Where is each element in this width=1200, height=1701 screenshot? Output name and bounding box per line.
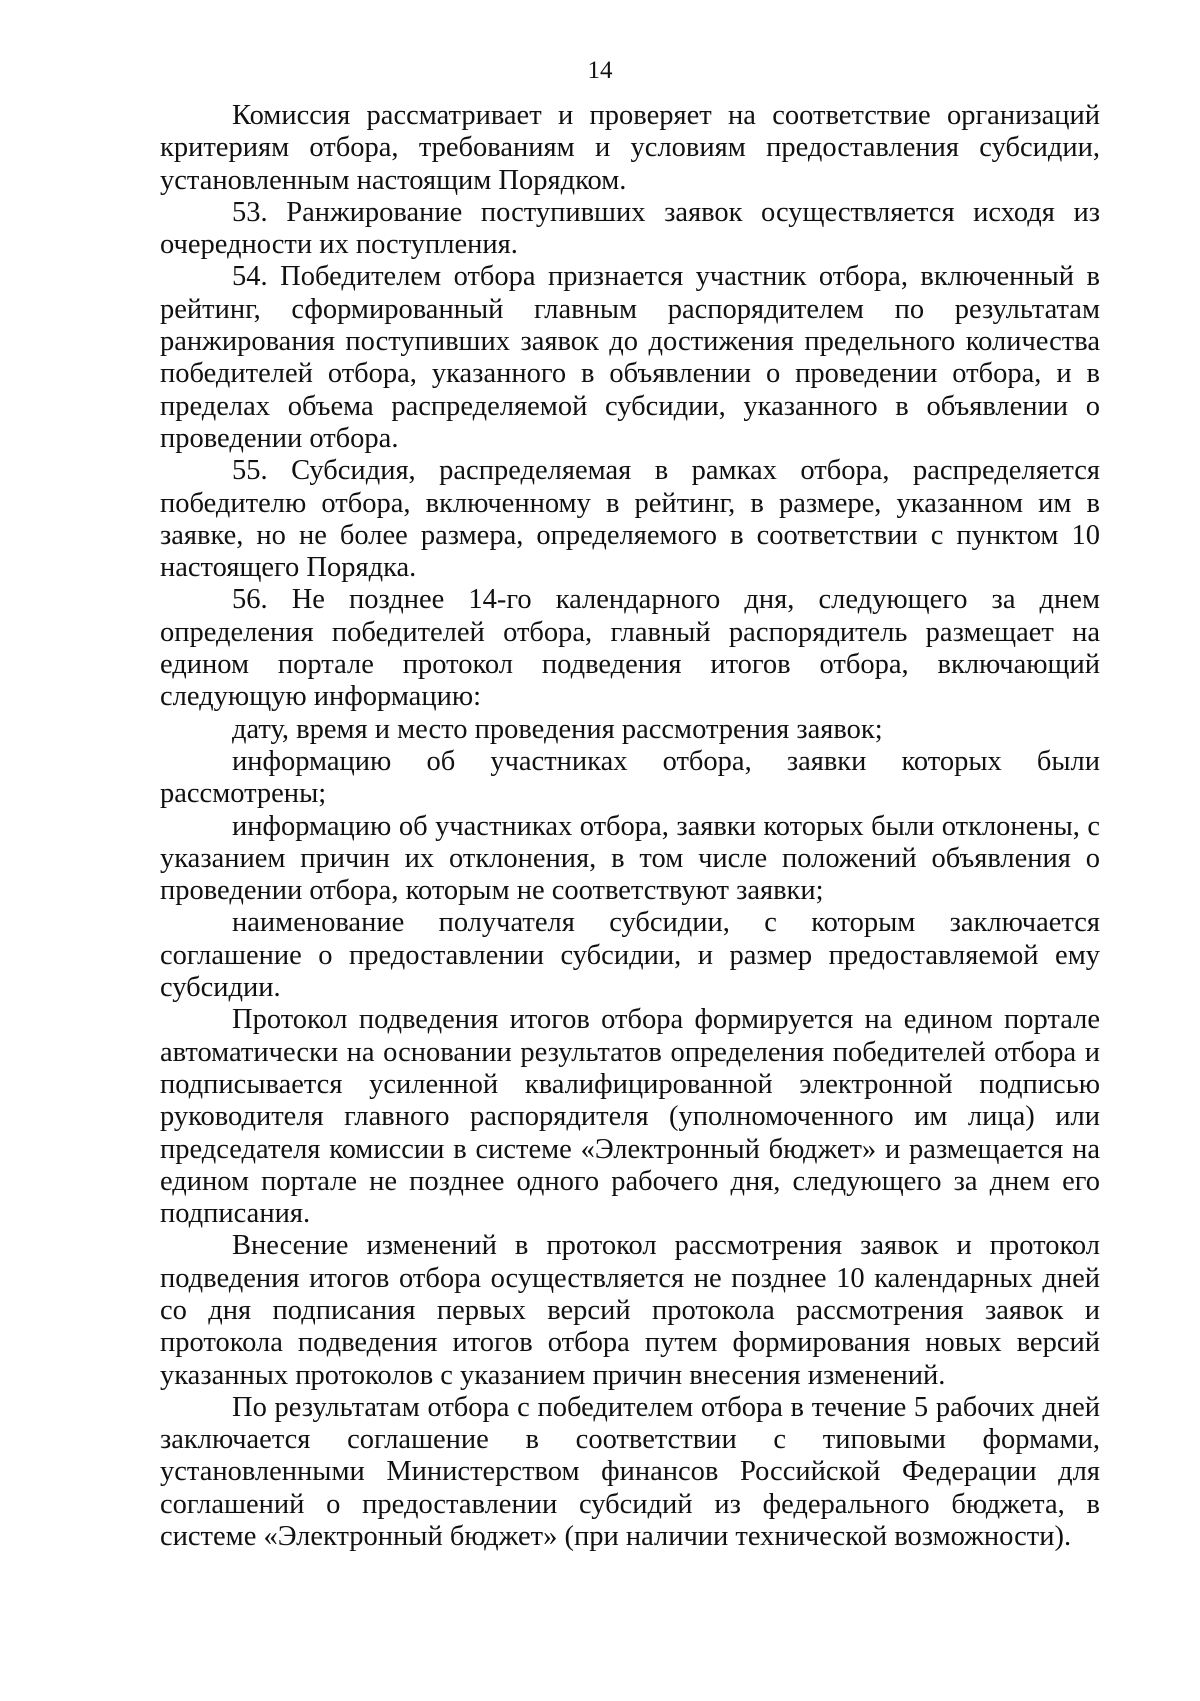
- paragraph-commission-review: Комиссия рассматривает и проверяет на соответствие организаций критериям отбора, требованиям и условиям предоставления субсидии, установленным настоящим Порядком.: [160, 100, 1100, 196]
- list-item-recipient-name: наименование получателя субсидии, с которым заключается соглашение о предоставлении субсидии, и размер предоставляемой ему субсидии.: [160, 907, 1100, 1004]
- list-item-reviewed-participants: информацию об участниках отбора, заявки которых были рассмотрены;: [160, 745, 1100, 810]
- document-body: [160, 100, 1100, 1553]
- paragraph-protocol-formation: Протокол подведения итогов отбора формируется на едином портале автоматически на основании результатов определения победителей отбора и подписывается усиленной квалифицированной электронной подписью руководителя главного распорядителя (уполномоченного им лица) или председателя комиссии в системе «Электронный бюджет» и размещается на едином портале не позднее одного рабочего дня, следующего за днем его подписания.: [160, 1004, 1100, 1230]
- paragraph-53: 53. Ранжирование поступивших заявок осуществляется исходя из очередности их поступления.: [160, 196, 1100, 261]
- list-item-rejected-participants: информацию об участниках отбора, заявки которых были отклонены, с указанием причин их отклонения, в том числе положений объявления о проведении отбора, которым не соответствуют заявки;: [160, 810, 1100, 907]
- paragraph-protocol-changes: Внесение изменений в протокол рассмотрения заявок и протокол подведения итогов отбора осуществляется не позднее 10 календарных дней со дня подписания первых версий протокола рассмотрения заявок и протокола подведения итогов отбора путем формирования новых версий указанных протоколов с указанием причин внесения изменений.: [160, 1230, 1100, 1391]
- list-item-date-time-place: дату, время и место проведения рассмотрения заявок;: [232, 713, 883, 745]
- paragraph-54: 54. Победителем отбора признается участник отбора, включенный в рейтинг, сформированный главным распорядителем по результатам ранжирования поступивших заявок до достижения предельного количества победителей отбора, указанного в объявлении о проведении отбора, и в пределах объема распределяемой субсидии, указанного в объявлении о проведении отбора.: [160, 261, 1100, 454]
- paragraph-55: 55. Субсидия, распределяемая в рамках отбора, распределяется победителю отбора, включенному в рейтинг, в размере, указанном им в заявке, но не более размера, определяемого в соответствии с пунктом 10 настоящего Порядка.: [160, 455, 1100, 584]
- page-number: 14: [587, 57, 613, 84]
- paragraph-56: 56. Не позднее 14-го календарного дня, следующего за днем определения победителей отбора, главный распорядитель размещает на едином портале протокол подведения итогов отбора, включающий следующую информацию:: [160, 584, 1100, 713]
- paragraph-agreement: По результатам отбора с победителем отбора в течение 5 рабочих дней заключается соглашение в соответствии с типовыми формами, установленными Министерством финансов Российской Федерации для соглашений о предоставлении субсидий из федерального бюджета, в системе «Электронный бюджет» (при наличии технической возможности).: [160, 1391, 1100, 1553]
